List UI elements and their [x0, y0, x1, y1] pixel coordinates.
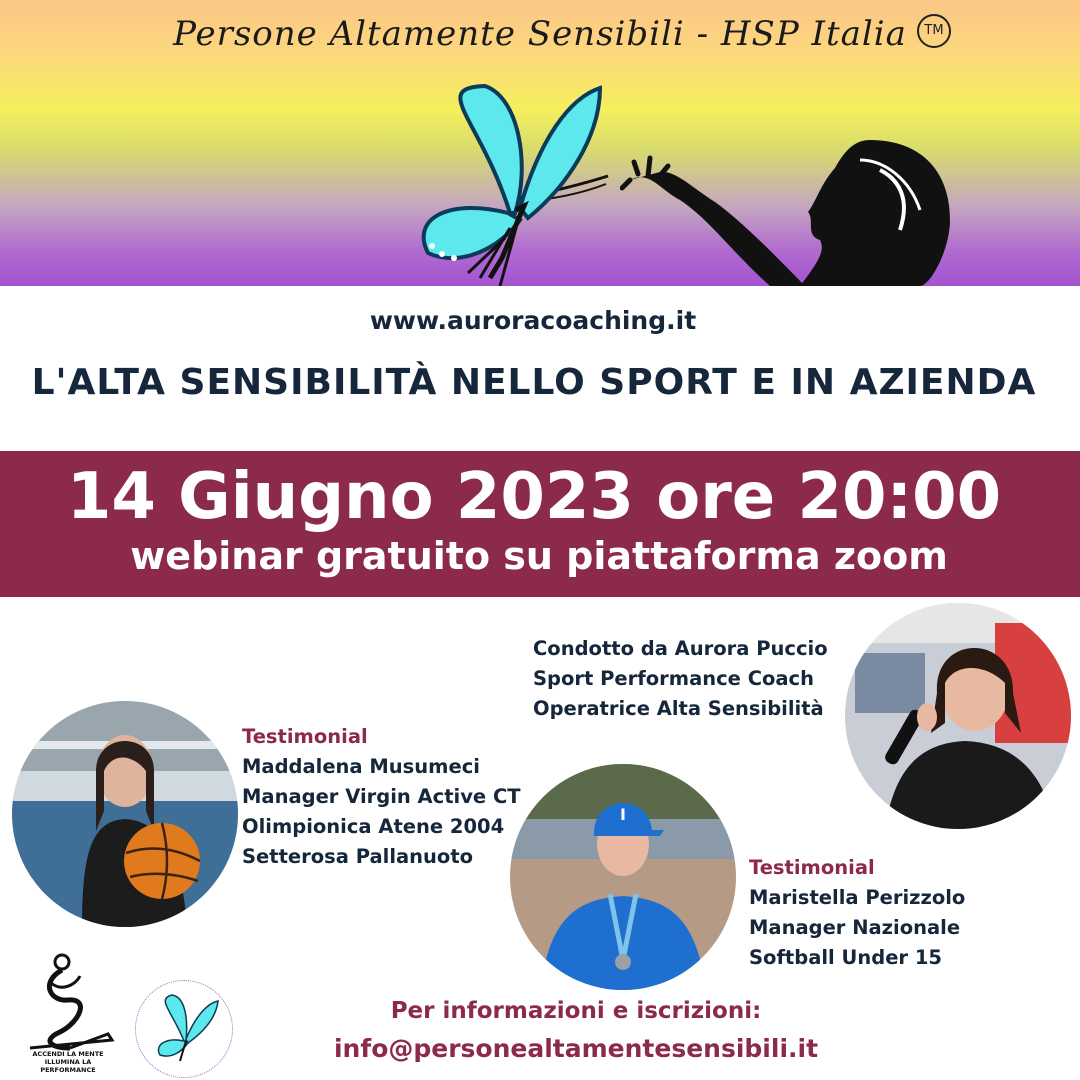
hsp-italia-butterfly-logo: [135, 980, 233, 1078]
testimonial-team: Setterosa Pallanuoto: [242, 845, 474, 868]
testimonial-achievement: Olimpionica Atene 2004: [242, 815, 505, 838]
testimonial-name: Maddalena Musumeci: [242, 755, 480, 778]
brand-title: Persone Altamente Sensibili - HSP Italia: [173, 14, 907, 54]
conductor-block: [533, 634, 828, 724]
event-format: webinar gratuito su piattaforma zoom: [130, 534, 948, 578]
photo-aurora-puccio: [845, 603, 1071, 829]
accendi-logo-caption: ACCENDI LA MENTE ILLUMINA LA PERFORMANCE: [32, 1050, 104, 1074]
butterfly-icon: [370, 78, 610, 286]
conductor-role: Sport Performance Coach: [533, 667, 814, 690]
testimonial-name: Maristella Perizzolo: [749, 886, 966, 909]
website-link[interactable]: www.auroracoaching.it: [369, 306, 697, 335]
conductor-qualification: Operatrice Alta Sensibilità: [533, 697, 824, 720]
testimonial-label: Testimonial: [749, 856, 875, 879]
photo-maristella-perizzolo: [510, 764, 736, 990]
human-profile-icon: [620, 140, 960, 286]
event-title: L'ALTA SENSIBILITÀ NELLO SPORT E IN AZIENDA: [31, 362, 1037, 403]
event-date-time: 14 Giugno 2023 ore 20:00: [66, 460, 1002, 534]
trademark-symbol: TM: [917, 14, 951, 48]
conductor-name: Condotto da Aurora Puccio: [533, 637, 828, 660]
testimonial-right-block: [749, 853, 965, 973]
testimonial-label: Testimonial: [242, 725, 368, 748]
contact-email-link[interactable]: info@personealtamentesensibili.it: [333, 1034, 819, 1063]
photo-maddalena-musumeci: [12, 701, 238, 927]
contact-label: Per informazioni e iscrizioni:: [390, 998, 762, 1024]
testimonial-left-block: [242, 722, 521, 872]
testimonial-role: Manager Nazionale: [749, 916, 961, 939]
testimonial-team: Softball Under 15: [749, 946, 942, 969]
svg-text:I: I: [620, 805, 626, 824]
header-banner: [0, 0, 1080, 286]
testimonial-role: Manager Virgin Active CT: [242, 785, 521, 808]
